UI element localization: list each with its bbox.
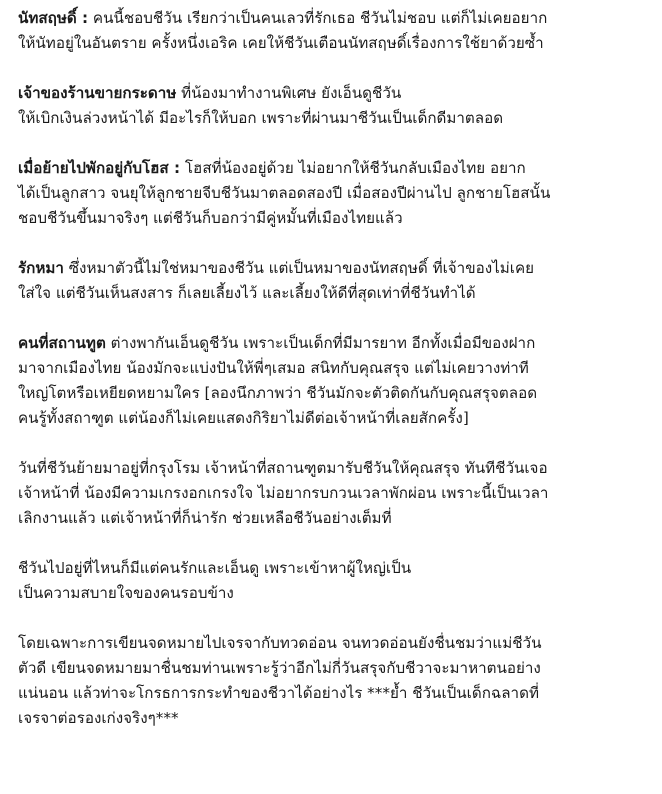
- text-line: ชีวันไปอยู่ที่ไหนก็มีแต่คนรักและเอ็นดู เพราะเข้าหาผู้ใหญ่เป็น: [18, 559, 412, 577]
- text-line: เจ้าของร้านขายกระดาษ ที่น้องมาทำงานพิเศษ ยังเอ็นดูชีวัน: [18, 84, 402, 102]
- text-line: นัทสฤษดิ์ : คนนี้ชอบชีวัน เรียกว่าเป็นคนเลวที่รักเธอ ชีวันไม่ชอบ แต่ก็ไม่เคยอยาก: [18, 9, 548, 27]
- text-line: เจรจาต่อรองเก่งจริงๆ***: [18, 709, 179, 727]
- paragraph-heading: นัทสฤษดิ์ :: [18, 9, 89, 27]
- text-line: ได้เป็นลูกสาว จนยุให้ลูกชายจีบชีวันมาตลอดสองปี เมื่อสองปีผ่านไป ลูกชายโฮสนั้น: [18, 184, 551, 202]
- paragraph-dog: [18, 256, 648, 306]
- text-line: ใหญ่โตหรือเหยียดหยามใคร [ลองนึกภาพว่า ชีวันมักจะตัวติดกันกับคุณสรุจตลอด: [18, 384, 538, 402]
- text-line: ตัวดี เขียนจดหมายมาชื่นชมท่านเพราะรู้ว่าอีกไม่กี่วันสรุจกับชีวาจะมาหาตนอย่าง: [18, 659, 541, 677]
- text-line: มาจากเมืองไทย น้องมักจะแบ่งปันให้พี่ๆเสมอ สนิทกับคุณสรุจ แต่ไม่เคยวางท่าที: [18, 359, 529, 377]
- paragraph-loved-everywhere: [18, 556, 648, 606]
- paragraph-heading: คนที่สถานทูต: [18, 334, 106, 352]
- text-line: เป็นความสบายใจของคนรอบข้าง: [18, 584, 234, 602]
- paragraph-rome-arrival: [18, 456, 648, 531]
- text-line: คนรู้ทั้งสถาฑูต แต่น้องก็ไม่เคยแสดงกิริยาไม่ดีต่อเจ้าหน้าที่เลยสักครั้ง]: [18, 409, 469, 427]
- text-line: ชอบชีวันขึ้นมาจริงๆ แต่ชีวันก็บอกว่ามีคู่หมั้นที่เมืองไทยแล้ว: [18, 209, 403, 227]
- paragraph-host-family: [18, 156, 648, 231]
- text-line: รักหมา ซึ่งหมาตัวนี้ไม่ใช่หมาของชีวัน แต่เป็นหมาของนัทสฤษดิ์ ที่เจ้าของไม่เคย: [18, 259, 535, 277]
- paragraph-heading: เจ้าของร้านขายกระดาษ: [18, 84, 177, 102]
- paragraph-nat: [18, 6, 648, 56]
- text-line: โดยเฉพาะการเขียนจดหมายไปเจรจากับทวดอ่อน จนทวดอ่อนยังชื่นชมว่าแม่ชีวัน: [18, 634, 542, 652]
- paragraph-letter-negotiation: [18, 631, 648, 731]
- paragraph-heading: รักหมา: [18, 259, 64, 277]
- paragraph-paper-shop-owner: [18, 81, 648, 131]
- text-line: เจ้าหน้าที่ น้องมีความเกรงอกเกรงใจ ไม่อยากรบกวนเวลาพักผ่อน เพราะนี้เป็นเวลา: [18, 484, 549, 502]
- text-line: วันที่ชีวันย้ายมาอยู่ที่กรุงโรม เจ้าหน้าที่สถานฑูตมารับชีวันให้คุณสรุจ ทันทีชีวันเจอ: [18, 459, 548, 477]
- paragraph-heading: เมื่อย้ายไปพักอยู่กับโฮส :: [18, 159, 181, 177]
- text-line: แน่นอน แล้วท่าจะโกรธการกระทำของชีวาได้อย่างไร ***ย้ำ ชีวันเป็นเด็กฉลาดที่: [18, 684, 539, 702]
- text-line: ให้เบิกเงินล่วงหน้าได้ มีอะไรก็ให้บอก เพราะที่ผ่านมาชีวันเป็นเด็กดีมาตลอด: [18, 109, 504, 127]
- text-line: เมื่อย้ายไปพักอยู่กับโฮส : โฮสที่น้องอยู่ด้วย ไม่อยากให้ชีวันกลับเมืองไทย อยาก: [18, 159, 526, 177]
- text-line: ให้นัทอยู่ในอันตราย ครั้งหนึ่งเอริค เคยให้ชีวันเตือนนัทสฤษดิ์เรื่องการใช้ยาด้วยซ้ำ: [18, 34, 544, 52]
- text-line: ใส่ใจ แต่ชีวันเห็นสงสาร ก็เลยเลี้ยงไว้ และเลี้ยงให้ดีที่สุดเท่าที่ชีวันทำได้: [18, 284, 476, 302]
- text-line: เลิกงานแล้ว แต่เจ้าหน้าที่ก็น่ารัก ช่วยเหลือชีวันอย่างเต็มที่: [18, 509, 392, 527]
- text-line: คนที่สถานทูต ต่างพากันเอ็นดูชีวัน เพราะเป็นเด็กที่มีมารยาท อีกทั้งเมื่อมีของฝาก: [18, 334, 536, 352]
- paragraph-embassy-staff: [18, 331, 648, 431]
